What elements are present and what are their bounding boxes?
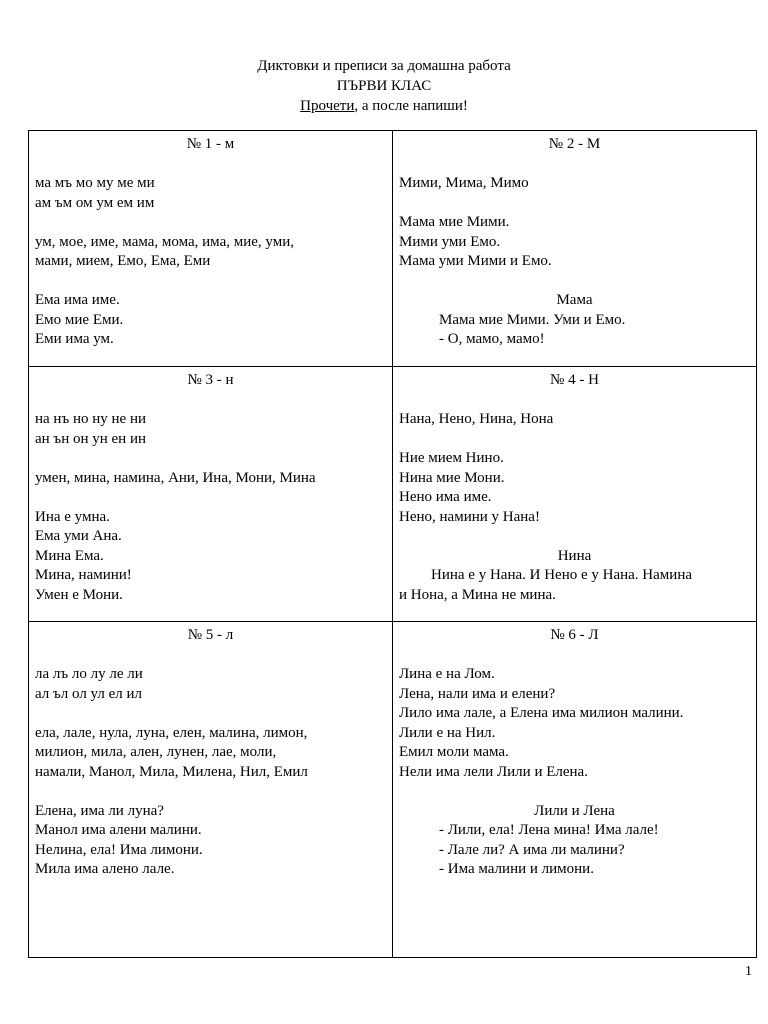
sentence-line: Емил моли мама. (399, 744, 509, 760)
story-line: Мама мие Мими. Уми и Емо. (439, 311, 626, 328)
sentence-line: Мила има алено лале. (35, 861, 175, 877)
exercise-cell-4 (393, 367, 757, 622)
header-line-3 (0, 96, 768, 116)
sentence-line: Нина мие Мони. (399, 469, 505, 486)
sentence-line: Лена, нали има и елени? (399, 685, 556, 702)
story-line: - Има малини и лимони. (439, 861, 594, 877)
header-line-1: Диктовки и преписи за домашна работа (257, 58, 511, 74)
story-title: Лили и Лена (534, 802, 615, 819)
exercise-title: № 6 - Л (550, 627, 599, 643)
page-header (0, 56, 768, 116)
sentence-line: Лили е на Нил. (399, 724, 496, 741)
sentence-line: Еми има ум. (35, 331, 114, 347)
sentence-line: Лина е на Лом. (399, 666, 495, 682)
syllable-line: ан ън он ун ен ин (35, 430, 147, 447)
sentence-line: Ина е умна. (35, 508, 110, 525)
sentence-line: Мина Ема. (35, 547, 104, 564)
header-line-2: ПЪРВИ КЛАС (336, 78, 432, 94)
exercise-title: № 4 - Н (550, 372, 599, 388)
sentence-line: Ема има име. (35, 292, 120, 308)
exercise-title: № 1 - м (186, 136, 235, 152)
word-line: умен, мина, намина, Ани, Ина, Мони, Мина (35, 469, 316, 486)
sentence-line: Елена, има ли луна? (35, 802, 164, 819)
exercise-cell-2 (393, 131, 757, 367)
word-line: Мими, Мима, Мимо (399, 175, 529, 191)
story-line: - О, мамо, мамо! (439, 331, 545, 347)
story-line: и Нона, а Мина не мина. (399, 586, 556, 603)
exercise-title: № 5 - л (187, 627, 234, 643)
sentence-line: Ема уми Ана. (35, 528, 122, 544)
word-line: Нана, Нено, Нина, Нона (399, 411, 554, 427)
exercise-cell-6 (393, 622, 757, 958)
page-number: 1 (745, 964, 752, 979)
exercise-table (28, 130, 757, 958)
exercise-cell-3 (29, 367, 393, 622)
exercise-cell-1 (29, 131, 393, 367)
sentence-line: Мама уми Мими и Емо. (399, 253, 552, 269)
word-line: мами, мием, Емо, Ема, Еми (35, 253, 211, 269)
exercise-title: № 2 - М (548, 136, 601, 152)
sentence-line: Манол има алени малини. (35, 822, 202, 838)
sentence-line: Лило има лале, а Елена има милион малини. (399, 705, 684, 721)
syllable-line: ал ъл ол ул ел ил (35, 685, 143, 702)
syllable-line: ам ъм ом ум ем им (35, 194, 155, 211)
syllable-line: ма мъ мо му ме ми (35, 175, 155, 191)
sentence-line: Нено, намини у Нана! (399, 508, 540, 525)
exercise-title: № 3 - н (187, 372, 234, 388)
sentence-line: Емо мие Еми. (35, 311, 124, 328)
sentence-line: Нелина, ела! Има лимони. (35, 841, 203, 858)
story-title: Нина (557, 547, 592, 564)
header-read-word: Прочети (300, 98, 355, 114)
sentence-line: Мама мие Мими. (399, 214, 510, 230)
story-line: - Лале ли? А има ли малини? (439, 841, 625, 858)
syllable-line: ла лъ ло лу ле ли (35, 666, 143, 682)
sentence-line: Ние мием Нино. (399, 450, 504, 466)
story-line: Нина е у Нана. И Нено е у Нана. Намина (431, 567, 693, 583)
word-line: ум, мое, име, мама, мома, има, мие, уми, (35, 233, 294, 250)
word-line: милион, мила, ален, лунен, лае, моли, (35, 744, 277, 760)
header-line-3-rest: , а после напиши! (354, 98, 468, 114)
story-line: - Лили, ела! Лена мина! Има лале! (439, 822, 659, 838)
sentence-line: Нели има лели Лили и Елена. (399, 763, 588, 780)
exercise-cell-5 (29, 622, 393, 958)
syllable-line: на нъ но ну не ни (35, 411, 147, 427)
story-title: Мама (556, 292, 593, 308)
sentence-line: Умен е Мони. (35, 586, 123, 603)
sentence-line: Мина, намини! (35, 567, 132, 583)
word-line: ела, лале, нула, луна, елен, малина, лимон, (35, 724, 308, 741)
sentence-line: Мими уми Емо. (399, 233, 501, 250)
word-line: намали, Манол, Мила, Милена, Нил, Емил (35, 763, 308, 780)
sentence-line: Нено има име. (399, 489, 492, 505)
